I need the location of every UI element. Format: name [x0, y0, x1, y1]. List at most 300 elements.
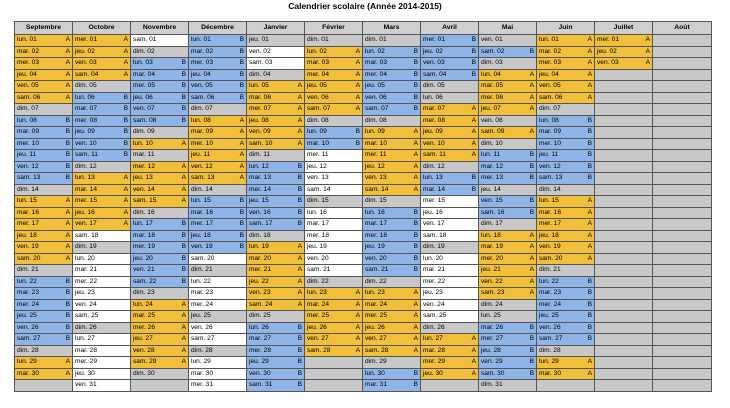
zone-label: B [65, 289, 70, 296]
zone-label: A [123, 197, 128, 204]
zone-label: B [239, 208, 244, 216]
day-label: lun. 01 [191, 36, 211, 43]
zone-label: B [413, 254, 418, 262]
table-row [15, 288, 712, 300]
day-label: dim. 07 [539, 105, 561, 112]
day-label: jeu. 08 [249, 116, 269, 124]
day-label: lun. 02 [307, 47, 327, 55]
day-cell [247, 380, 305, 392]
day-label: lun. 20 [423, 254, 443, 262]
day-label: mer. 05 [133, 82, 155, 89]
zone-label: A [587, 36, 592, 43]
day-label: jeu. 01 [249, 36, 269, 43]
day-cell [189, 150, 247, 162]
day-cell [15, 115, 73, 127]
day-cell [15, 173, 73, 185]
table-row [15, 368, 712, 380]
day-cell [421, 127, 479, 139]
day-label: sam. 24 [249, 300, 273, 308]
day-label: mar. 16 [17, 208, 39, 216]
day-cell [247, 92, 305, 104]
month-header: Novembre [131, 22, 189, 35]
zone-label: A [529, 231, 534, 239]
day-label: lun. 03 [133, 59, 153, 66]
day-label: jeu. 25 [539, 312, 559, 319]
day-cell [305, 230, 363, 242]
table-row [15, 276, 712, 288]
day-label: dim. 12 [423, 162, 445, 170]
day-cell [15, 35, 73, 47]
zone-label: B [123, 105, 128, 112]
table-row [15, 127, 712, 139]
day-cell [189, 115, 247, 127]
day-label: lun. 29 [17, 358, 37, 365]
day-label: mer. 01 [75, 36, 97, 43]
zone-label: B [297, 185, 302, 193]
table-row [15, 104, 712, 116]
day-label: mar. 16 [539, 208, 561, 216]
day-cell [73, 35, 131, 47]
day-cell [15, 81, 73, 93]
day-cell [305, 115, 363, 127]
zone-label: B [529, 323, 534, 331]
day-cell [15, 311, 73, 323]
zone-label: B [65, 116, 70, 124]
day-cell [305, 299, 363, 311]
day-cell [131, 322, 189, 334]
day-label: jeu. 07 [481, 105, 501, 112]
zone-label: A [297, 243, 302, 250]
day-label: lun. 05 [249, 82, 269, 89]
day-cell [305, 207, 363, 219]
table-row [15, 357, 712, 369]
zone-label: A [239, 116, 244, 124]
zone-label: A [65, 231, 70, 239]
day-label: mar. 23 [17, 289, 39, 296]
day-label: ven. 06 [307, 93, 329, 101]
table-row [15, 92, 712, 104]
day-cell [73, 69, 131, 81]
day-cell [73, 242, 131, 254]
zone-label: A [529, 93, 534, 101]
empty-cell [653, 368, 712, 380]
zone-label: A [297, 254, 302, 262]
day-cell [363, 207, 421, 219]
day-cell [131, 219, 189, 231]
day-cell [421, 196, 479, 208]
day-label: sam. 06 [17, 93, 41, 101]
day-cell [189, 334, 247, 346]
day-label: lun. 13 [75, 174, 95, 181]
day-label: sam. 01 [133, 36, 157, 43]
day-label: lun. 06 [423, 93, 443, 101]
zone-label: B [529, 151, 534, 158]
empty-cell [595, 104, 653, 116]
day-cell [421, 299, 479, 311]
zone-label: A [529, 277, 534, 285]
day-cell [247, 138, 305, 150]
day-cell [131, 196, 189, 208]
day-cell [247, 46, 305, 58]
day-cell [131, 299, 189, 311]
zone-label: B [471, 36, 476, 43]
day-label: mar. 30 [191, 369, 213, 377]
day-label: sam. 20 [191, 254, 215, 262]
day-cell [131, 58, 189, 70]
day-cell [479, 69, 537, 81]
day-cell [479, 345, 537, 357]
day-cell [305, 69, 363, 81]
day-cell [247, 219, 305, 231]
day-cell [247, 345, 305, 357]
day-label: ven. 31 [75, 381, 97, 388]
day-cell [131, 230, 189, 242]
day-label: mer. 17 [191, 220, 213, 227]
day-cell [247, 69, 305, 81]
day-cell [189, 299, 247, 311]
zone-label: B [297, 174, 302, 181]
empty-cell [595, 127, 653, 139]
empty-cell [15, 380, 73, 392]
zone-label: A [471, 151, 476, 158]
table-row [15, 161, 712, 173]
zone-label: A [65, 208, 70, 216]
day-label: mar. 11 [133, 151, 155, 158]
day-cell [363, 380, 421, 392]
day-label: mar. 04 [133, 70, 155, 78]
zone-label: A [181, 335, 186, 342]
day-label: ven. 27 [365, 335, 387, 342]
zone-label: A [181, 346, 186, 354]
day-label: mer. 08 [75, 116, 97, 124]
zone-label: B [239, 59, 244, 66]
day-cell [595, 58, 653, 70]
zone-label: A [355, 59, 360, 66]
day-cell [305, 184, 363, 196]
day-label: mer. 14 [249, 185, 271, 193]
day-label: mar. 30 [17, 369, 39, 377]
day-cell [363, 184, 421, 196]
zone-label: A [413, 289, 418, 296]
empty-cell [421, 380, 479, 392]
zone-label: B [413, 243, 418, 250]
zone-label: B [65, 128, 70, 135]
day-label: lun. 09 [365, 128, 385, 135]
zone-label: A [471, 116, 476, 124]
day-label: sam. 28 [307, 346, 331, 354]
day-cell [421, 150, 479, 162]
day-cell [537, 161, 595, 173]
zone-label: B [123, 128, 128, 135]
zone-label: B [413, 70, 418, 78]
empty-cell [653, 69, 712, 81]
day-cell [15, 46, 73, 58]
zone-label: A [587, 47, 592, 55]
day-label: mer. 04 [365, 70, 387, 78]
day-cell [479, 150, 537, 162]
day-label: dim. 05 [75, 82, 97, 89]
day-label: ven. 08 [481, 116, 503, 124]
zone-label: B [297, 358, 302, 365]
day-cell [479, 311, 537, 323]
table-row [15, 207, 712, 219]
zone-label: A [239, 174, 244, 181]
day-label: sam. 16 [481, 208, 505, 216]
day-cell [479, 173, 537, 185]
day-label: mer. 13 [481, 174, 503, 181]
day-label: mar. 10 [365, 139, 387, 147]
empty-cell [305, 368, 363, 380]
day-label: mar. 03 [365, 59, 387, 66]
day-label: ven. 20 [365, 254, 387, 262]
day-cell [479, 265, 537, 277]
empty-cell [653, 81, 712, 93]
day-label: mer. 11 [307, 151, 329, 158]
zone-label: A [587, 243, 592, 250]
day-cell [131, 46, 189, 58]
day-cell [247, 104, 305, 116]
zone-label: B [587, 289, 592, 296]
day-label: dim. 12 [75, 162, 97, 170]
zone-label: A [123, 185, 128, 193]
day-label: jeu. 02 [423, 47, 443, 55]
day-cell [537, 242, 595, 254]
day-cell [479, 322, 537, 334]
day-cell [15, 161, 73, 173]
day-cell [189, 345, 247, 357]
day-cell [189, 219, 247, 231]
day-cell [247, 334, 305, 346]
day-label: sam. 29 [133, 358, 157, 365]
zone-label: A [413, 335, 418, 342]
day-cell [189, 58, 247, 70]
day-label: mer. 10 [191, 139, 213, 147]
day-label: dim. 10 [481, 139, 503, 147]
zone-label: A [65, 369, 70, 377]
day-cell [421, 46, 479, 58]
day-cell [15, 357, 73, 369]
day-label: dim. 02 [133, 47, 155, 55]
zone-label: B [297, 162, 302, 170]
day-cell [73, 81, 131, 93]
month-header: Mars [363, 22, 421, 35]
day-cell [363, 161, 421, 173]
month-header: Avril [421, 22, 479, 35]
zone-label: B [471, 174, 476, 181]
day-label: sam. 27 [539, 335, 563, 342]
day-cell [421, 81, 479, 93]
zone-label: B [297, 323, 302, 331]
month-header: Septembre [15, 22, 73, 35]
empty-cell [653, 138, 712, 150]
day-cell [189, 127, 247, 139]
day-label: sam. 04 [423, 70, 447, 78]
day-cell [189, 173, 247, 185]
zone-label: A [297, 277, 302, 285]
day-label: ven. 12 [17, 162, 39, 170]
day-label: jeu. 12 [365, 162, 385, 170]
zone-label: B [239, 47, 244, 55]
zone-label: A [123, 70, 128, 78]
day-cell [247, 322, 305, 334]
day-label: dim. 11 [249, 151, 271, 158]
day-label: dim. 30 [133, 369, 155, 377]
day-label: sam. 28 [365, 346, 389, 354]
zone-label: A [529, 70, 534, 78]
day-label: sam. 07 [307, 105, 331, 112]
school-calendar-table [14, 21, 712, 392]
day-label: dim. 25 [249, 312, 271, 319]
zone-label: A [587, 254, 592, 262]
day-label: mer. 04 [307, 70, 329, 78]
day-cell [363, 69, 421, 81]
day-label: dim. 01 [307, 36, 329, 43]
zone-label: B [587, 277, 592, 285]
zone-label: A [123, 59, 128, 66]
day-cell [363, 104, 421, 116]
day-label: ven. 19 [191, 243, 213, 250]
zone-label: A [181, 185, 186, 193]
day-cell [189, 288, 247, 300]
day-label: mer. 12 [133, 162, 155, 170]
day-cell [73, 357, 131, 369]
day-cell [15, 207, 73, 219]
day-cell [537, 184, 595, 196]
empty-cell [595, 253, 653, 265]
day-label: ven. 12 [539, 162, 561, 170]
day-cell [421, 345, 479, 357]
empty-cell [595, 322, 653, 334]
day-cell [305, 265, 363, 277]
zone-label: A [471, 335, 476, 342]
zone-label: B [65, 300, 70, 308]
day-cell [305, 81, 363, 93]
day-cell [73, 311, 131, 323]
day-cell [15, 334, 73, 346]
day-label: sam. 20 [539, 254, 563, 262]
day-cell [247, 196, 305, 208]
zone-label: B [471, 70, 476, 78]
day-label: lun. 29 [539, 358, 559, 365]
zone-label: B [529, 174, 534, 181]
day-label: jeu. 04 [539, 70, 559, 78]
day-label: sam. 21 [307, 266, 331, 273]
day-label: dim. 14 [539, 185, 561, 193]
zone-label: A [65, 36, 70, 43]
day-label: lun. 15 [17, 197, 37, 204]
empty-cell [653, 173, 712, 185]
day-label: sam. 13 [539, 174, 563, 181]
day-label: ven. 13 [365, 174, 387, 181]
day-label: ven. 07 [133, 105, 155, 112]
day-label: ven. 09 [249, 128, 271, 135]
day-cell [537, 230, 595, 242]
day-label: jeu. 22 [249, 277, 269, 285]
day-cell [363, 46, 421, 58]
day-cell [247, 127, 305, 139]
zone-label: A [413, 128, 418, 135]
day-label: jeu. 04 [17, 70, 37, 78]
zone-label: A [587, 369, 592, 377]
day-cell [537, 46, 595, 58]
day-label: jeu. 19 [365, 243, 385, 250]
zone-label: B [587, 300, 592, 308]
day-label: lun. 15 [191, 197, 211, 204]
day-cell [537, 322, 595, 334]
day-label: mer. 17 [539, 220, 561, 227]
day-label: sam. 06 [539, 93, 563, 101]
day-label: jeu. 28 [481, 346, 501, 354]
zone-label: A [181, 139, 186, 147]
day-cell [189, 138, 247, 150]
day-cell [363, 173, 421, 185]
day-cell [595, 35, 653, 47]
day-cell [421, 311, 479, 323]
zone-label: A [413, 323, 418, 331]
day-label: lun. 20 [75, 254, 95, 262]
table-row [15, 322, 712, 334]
day-label: mar. 09 [539, 128, 561, 135]
day-label: ven. 12 [191, 162, 213, 170]
day-label: mer. 29 [423, 358, 445, 365]
day-cell [537, 81, 595, 93]
day-label: sam. 18 [75, 231, 99, 239]
day-label: mar. 16 [191, 208, 213, 216]
day-cell [131, 115, 189, 127]
empty-cell [653, 161, 712, 173]
day-cell [247, 81, 305, 93]
day-label: lun. 30 [365, 369, 385, 377]
day-cell [247, 150, 305, 162]
day-cell [131, 368, 189, 380]
zone-label: B [239, 36, 244, 43]
zone-label: A [181, 197, 186, 204]
day-label: ven. 13 [307, 174, 329, 181]
zone-label: B [239, 197, 244, 204]
day-cell [73, 253, 131, 265]
day-cell [363, 81, 421, 93]
day-label: mer. 15 [75, 197, 97, 204]
zone-label: B [297, 208, 302, 216]
day-label: ven. 24 [423, 300, 445, 308]
day-cell [15, 127, 73, 139]
day-cell [479, 115, 537, 127]
zone-label: B [529, 358, 534, 365]
zone-label: A [413, 300, 418, 308]
day-label: sam. 09 [481, 128, 505, 135]
day-cell [73, 207, 131, 219]
zone-label: A [355, 300, 360, 308]
empty-cell [653, 46, 712, 58]
day-label: mer. 27 [481, 335, 503, 342]
day-cell [247, 299, 305, 311]
day-label: lun. 22 [539, 277, 559, 285]
zone-label: B [65, 174, 70, 181]
zone-label: A [587, 82, 592, 89]
day-label: ven. 19 [17, 243, 39, 250]
day-cell [421, 276, 479, 288]
zone-label: B [529, 335, 534, 342]
day-label: dim. 07 [17, 105, 39, 112]
day-cell [421, 115, 479, 127]
day-cell [73, 368, 131, 380]
table-row [15, 69, 712, 81]
day-label: lun. 01 [539, 36, 559, 43]
day-cell [15, 150, 73, 162]
zone-label: A [413, 174, 418, 181]
day-cell [305, 288, 363, 300]
day-label: jeu. 11 [191, 151, 211, 158]
